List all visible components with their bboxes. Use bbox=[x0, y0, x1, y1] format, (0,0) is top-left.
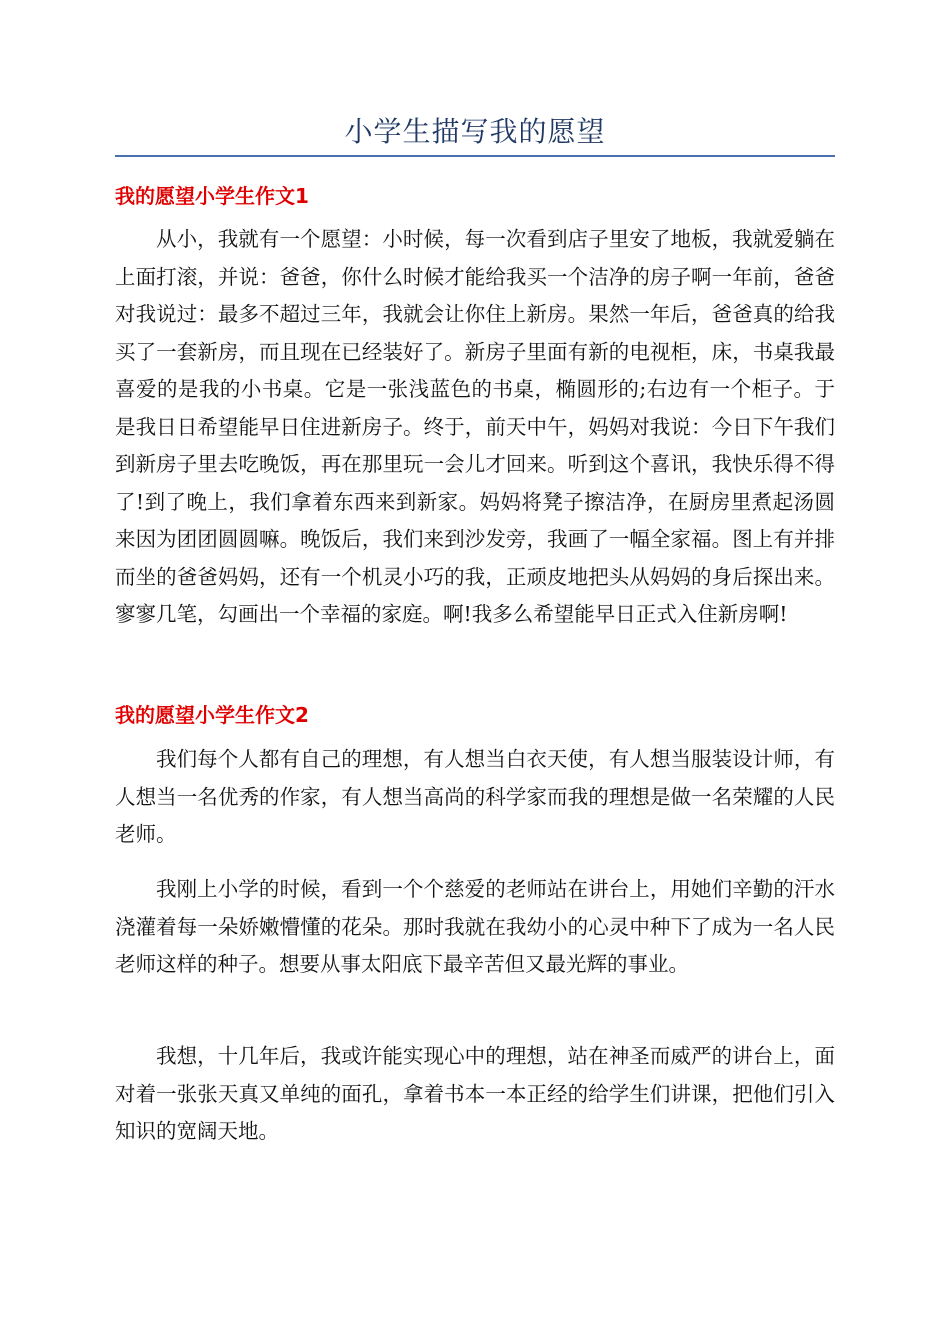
document-title: 小学生描写我的愿望 bbox=[344, 115, 606, 148]
section-heading-1: 我的愿望小学生作文1 bbox=[115, 184, 309, 208]
title-divider bbox=[115, 155, 835, 157]
section-2-paragraph-1: 我们每个人都有自己的理想，有人想当白衣天使，有人想当服装设计师，有人想当一名优秀的作家，有人想当高尚的科学家而我的理想是做一名荣耀的人民老师。 bbox=[115, 747, 835, 846]
section-2-paragraph-3: 我想，十几年后，我或许能实现心中的理想，站在神圣而威严的讲台上，面对着一张张天真又单纯的面孔，拿着书本一本正经的给学生们讲课，把他们引入知识的宽阔天地。 bbox=[115, 1044, 835, 1143]
section-heading-2: 我的愿望小学生作文2 bbox=[115, 703, 309, 727]
section-1-paragraph-1: 从小，我就有一个愿望：小时候，每一次看到店子里安了地板，我就爱躺在上面打滚，并说：爸爸，你什么时候才能给我买一个洁净的房子啊一年前，爸爸对我说过：最多不超过三年，我就会让你住上新房。果然一年后，爸爸真的给我买了一套新房，而且现在已经装好了。新房子里面有新的电视柜，床，书桌我最喜爱的是我的小书桌。它是一张浅蓝色的书桌，椭圆形的;右边有一个柜子。于是我日日希望能早日住进新房子。终于，前天中午，妈妈对我说：今日下午我们到新房子里去吃晚饭，再在那里玩一会儿才回来。听到这个喜讯，我快乐得不得了!到了晚上，我们拿着东西来到新家。妈妈将凳子擦洁净，在厨房里煮起汤圆来因为团团圆圆嘛。晚饭后，我们来到沙发旁，我画了一幅全家福。图上有并排而坐的爸爸妈妈，还有一个机灵小巧的我，正顽皮地把头从妈妈的身后探出来。寥寥几笔，勾画出一个幸福的家庭。啊!我多么希望能早日正式入住新房啊! bbox=[115, 227, 835, 626]
section-2-paragraph-2: 我刚上小学的时候，看到一个个慈爱的老师站在讲台上，用她们辛勤的汗水浇灌着每一朵娇嫩懵懂的花朵。那时我就在我幼小的心灵中种下了成为一名人民老师这样的种子。想要从事太阳底下最辛苦但又最光辉的事业。 bbox=[115, 877, 835, 976]
